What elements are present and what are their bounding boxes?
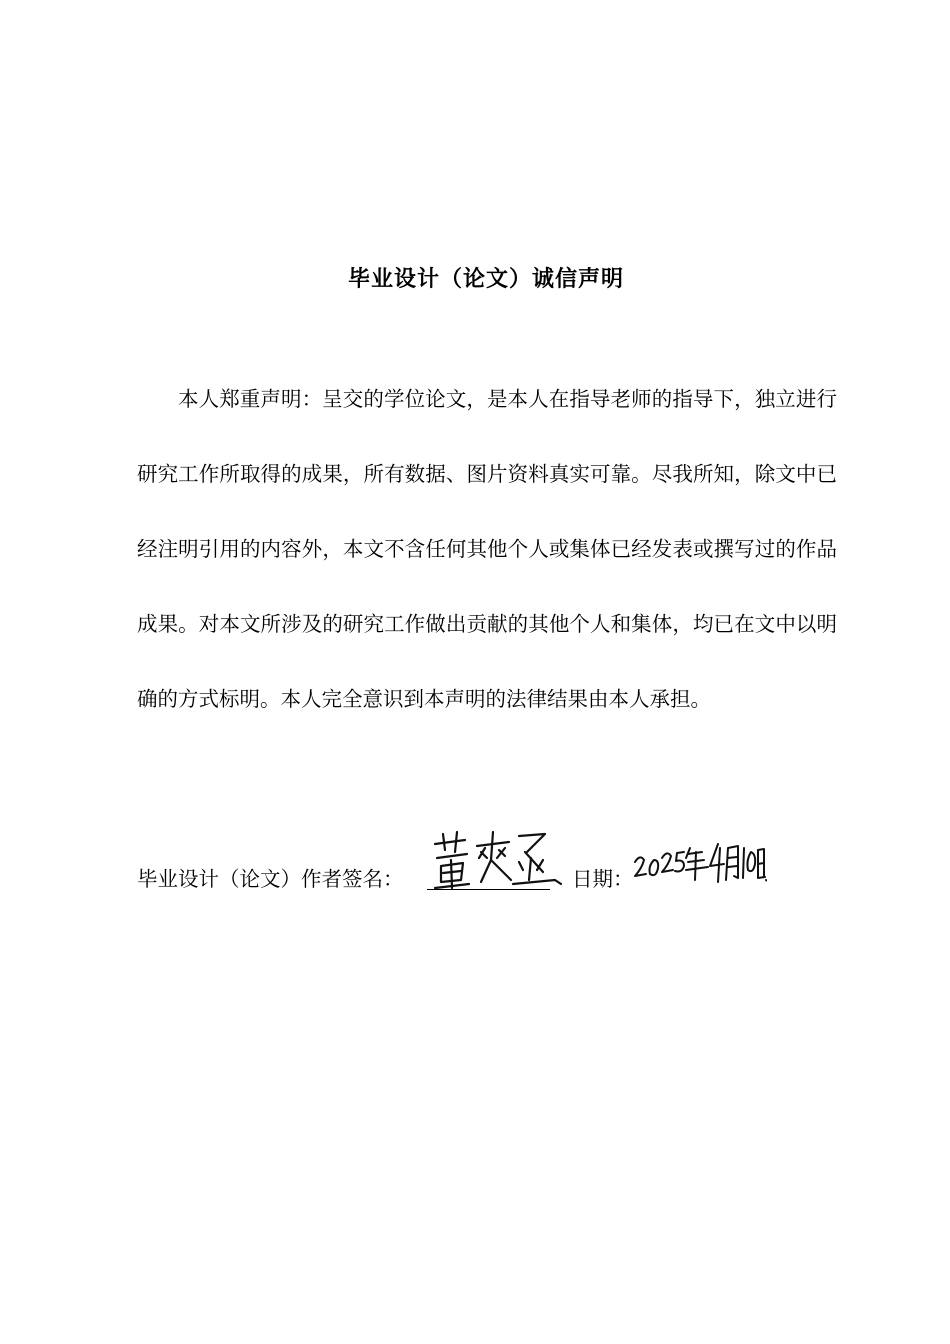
date-label: 日期： (572, 867, 634, 891)
declaration-paragraph: 本人郑重声明：呈交的学位论文，是本人在指导老师的指导下，独立进行研究工作所取得的成果，所有数据、图片资料真实可靠。尽我所知，除文中已经注明引用的内容外，本文不含任何其他个人或集体已经发表或撰写过的作品成果。对本文所涉及的研究工作做出贡献的其他个人和集体，均已在文中以明确的方式标明。本人完全意识到本声明的法律结果由本人承担。 (137, 387, 837, 711)
page-title: 毕业设计（论文）诚信声明 (347, 267, 624, 292)
signature-label: 毕业设计（论文）作者签名： (137, 867, 404, 891)
handwritten-signature (427, 822, 567, 892)
signature-row (137, 862, 837, 902)
handwritten-date (632, 836, 767, 886)
